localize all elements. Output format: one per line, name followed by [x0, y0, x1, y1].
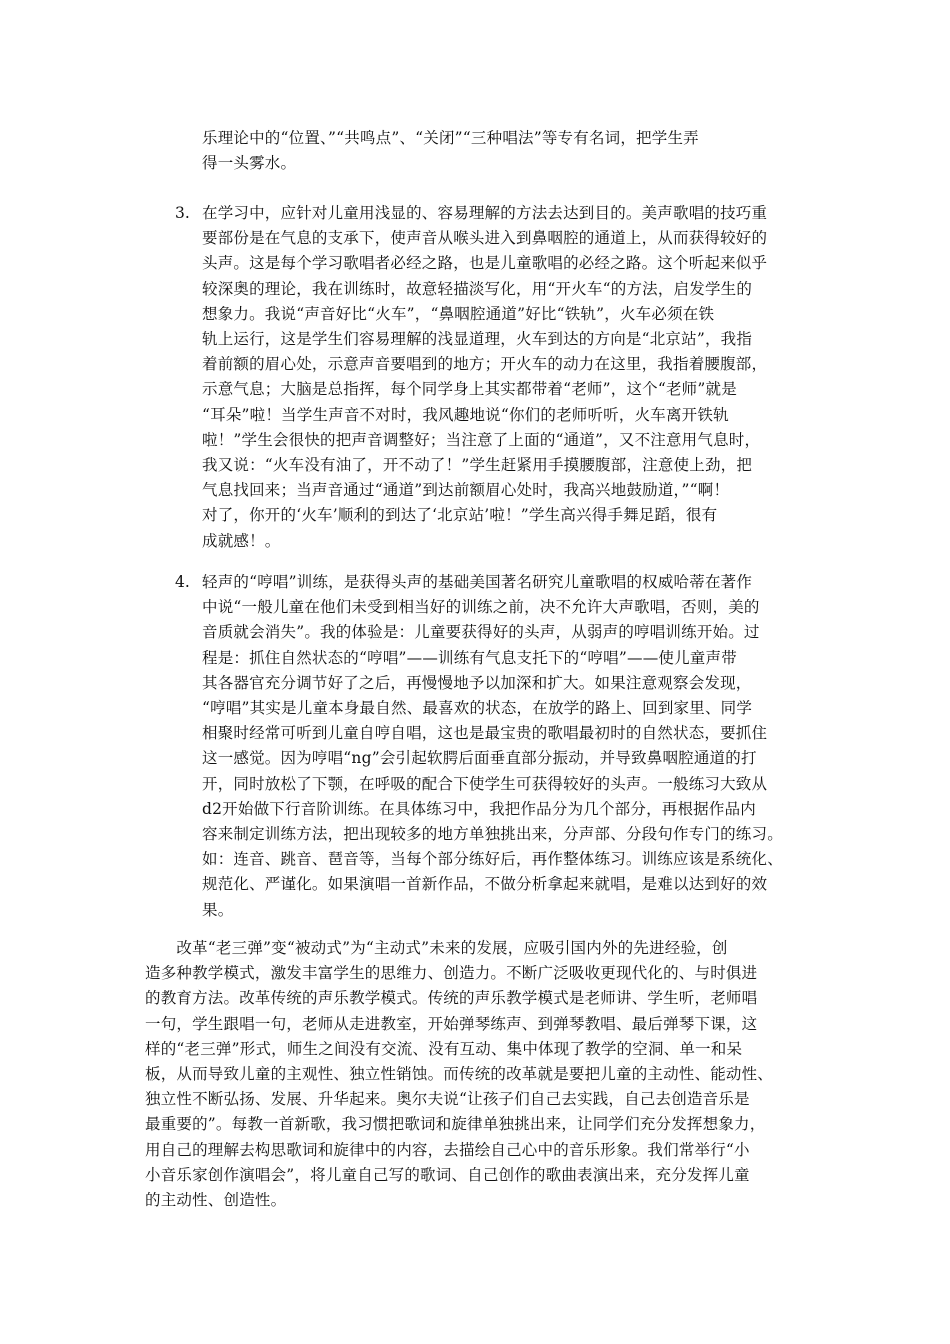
- text-line: 气息找回来；当声音通过“通道”到达前额眉心处时，我高兴地鼓励道，”“啊！: [202, 481, 730, 500]
- body-paragraph: [145, 936, 825, 1213]
- text-line: 样的“老三弹”形式，师生之间没有交流、没有互动、集中体现了教学的空洞、单一和呆: [145, 1039, 743, 1058]
- text-line: 如：连音、跳音、琶音等，当每个部分练好后，再作整体练习。训练应该是系统化、: [202, 850, 783, 869]
- text-line: 啦！”学生会很快的把声音调整好；当注意了上面的“通道”，又不注意用气息时，: [202, 430, 761, 449]
- text-line: 轨上运行，这是学生们容易理解的浅显道理，火车到达的方向是“北京站”，我指: [202, 330, 753, 349]
- text-line: 想象力。我说“声音好比“火车”，“鼻咽腔通道”好比“铁轨”，火车必须在铁: [202, 304, 715, 323]
- text-line: 相聚时经常可听到儿童自哼自唱，这也是最宝贵的歌唱最初时的自然状态，要抓住: [202, 724, 768, 743]
- text-line: “哼唱”其实是儿童本身最自然、最喜欢的状态，在放学的路上、回到家里、同学: [202, 699, 753, 718]
- continuation-line: 得一头雾水。: [202, 154, 297, 172]
- text-line: 较深奥的理论，我在训练时，故意轻描淡写化，用“开火车“的方法，启发学生的: [202, 279, 753, 298]
- text-line: 的主动性、创造性。: [145, 1191, 287, 1210]
- text-line: “耳朵”啦！当学生声音不对时，我风趣地说“你们的老师听听，火车离开铁轨: [202, 405, 729, 424]
- text-line: 独立性不断弘扬、发展、升华起来。奥尔夫说“让孩子们自己去实践，自己去创造音乐是: [145, 1090, 750, 1109]
- text-line: 的教育方法。改革传统的声乐教学模式。传统的声乐教学模式是老师讲、学生听，老师唱: [145, 989, 758, 1008]
- text-line: 改革“老三弹”变“被动式”为“主动式”未来的发展，应吸引国内外的先进经验，创: [145, 939, 728, 957]
- text-line: d2开始做下行音阶训练。在具体练习中，我把作品分为几个部分，再根据作品内: [202, 799, 756, 818]
- text-line: 规范化、严谨化。如果演唱一首新作品，不做分析拿起来就唱，是难以达到好的效: [202, 875, 768, 894]
- text-line: 要部份是在气息的支承下，使声音从喉头进入到鼻咽腔的通道上，从而获得较好的: [202, 229, 768, 248]
- text-line: 最重要的”。每教一首新歌，我习惯把歌词和旋律单独挑出来，让同学们充分发挥想象力，: [145, 1115, 766, 1134]
- text-line: 着前额的眉心处，示意声音要唱到的地方；开火车的动力在这里，我指着腰腹部，: [202, 355, 768, 374]
- text-line: 小音乐家创作演唱会”，将儿童自己写的歌词、自己创作的歌曲表演出来，充分发挥儿童: [145, 1165, 750, 1184]
- text-line: 开，同时放松了下颚，在呼吸的配合下使学生可获得较好的头声。一般练习大致从: [202, 774, 768, 793]
- text-line: 在学习中，应针对儿童用浅显的、容易理解的方法去达到目的。美声歌唱的技巧重: [202, 204, 768, 222]
- text-line: 头声。这是每个学习歌唱者必经之路，也是儿童歌唱的必经之路。这个听起来似乎: [202, 254, 768, 273]
- text-line: 音质就会消失”。我的体验是：儿童要获得好的头声，从弱声的哼唱训练开始。过: [202, 623, 760, 642]
- text-line: 一句，学生跟唱一句，老师从走进教室，开始弹琴练声、到弹琴教唱、最后弹琴下课，这: [145, 1014, 758, 1033]
- text-line: 板，从而导致儿童的主观性、独立性销蚀。而传统的改革就是要把儿童的主动性、能动性、: [145, 1065, 774, 1084]
- list-item-text: [202, 570, 842, 923]
- text-line: 轻声的“哼唱”训练，是获得头声的基础美国著名研究儿童歌唱的权威哈蒂在著作: [202, 573, 753, 591]
- text-line: 果。: [202, 900, 234, 919]
- list-item-text: [202, 201, 842, 554]
- text-line: 程是：抓住自然状态的“哼唱”——训练有气息支托下的“哼唱”——使儿童声带: [202, 648, 737, 667]
- text-line: 用自己的理解去构思歌词和旋律中的内容，去描绘自己心中的音乐形象。我们常举行“小: [145, 1140, 750, 1159]
- text-line: 对了，你开的‘火车’顺利的到达了‘北京站’啦！”学生高兴得手舞足蹈，很有: [202, 506, 718, 525]
- text-line: 成就感！。: [202, 531, 281, 550]
- text-line: 我又说：“火车没有油了，开不动了！”学生赶紧用手摸腰腹部，注意使上劲，把: [202, 456, 753, 475]
- list-item-number: 4.: [175, 573, 190, 591]
- text-line: 容来制定训练方法，把出现较多的地方单独挑出来，分声部、分段句作专门的练习。: [202, 825, 783, 844]
- text-line: 这一感觉。因为哼唱“ng”会引起软腭后面垂直部分振动，并导致鼻咽腔通道的打: [202, 749, 757, 768]
- text-line: 中说“一般儿童在他们未受到相当好的训练之前，决不允许大声歌唱，否则，美的: [202, 598, 760, 617]
- text-line: 造多种教学模式，激发丰富学生的思维力、创造力。不断广泛吸收更现代化的、与时俱进: [145, 964, 758, 983]
- text-line: 其各器官充分调节好了之后，再慢慢地予以加深和扩大。如果注意观察会发现，: [202, 673, 752, 692]
- list-item-number: 3.: [175, 204, 190, 222]
- text-line: 示意气息；大脑是总指挥，每个同学身上其实都带着“老师”，这个“老师”就是: [202, 380, 737, 399]
- continuation-line: 乐理论中的“位置、”“共鸣点”、“关闭”“三种唱法”等专有名词，把学生弄: [202, 129, 699, 147]
